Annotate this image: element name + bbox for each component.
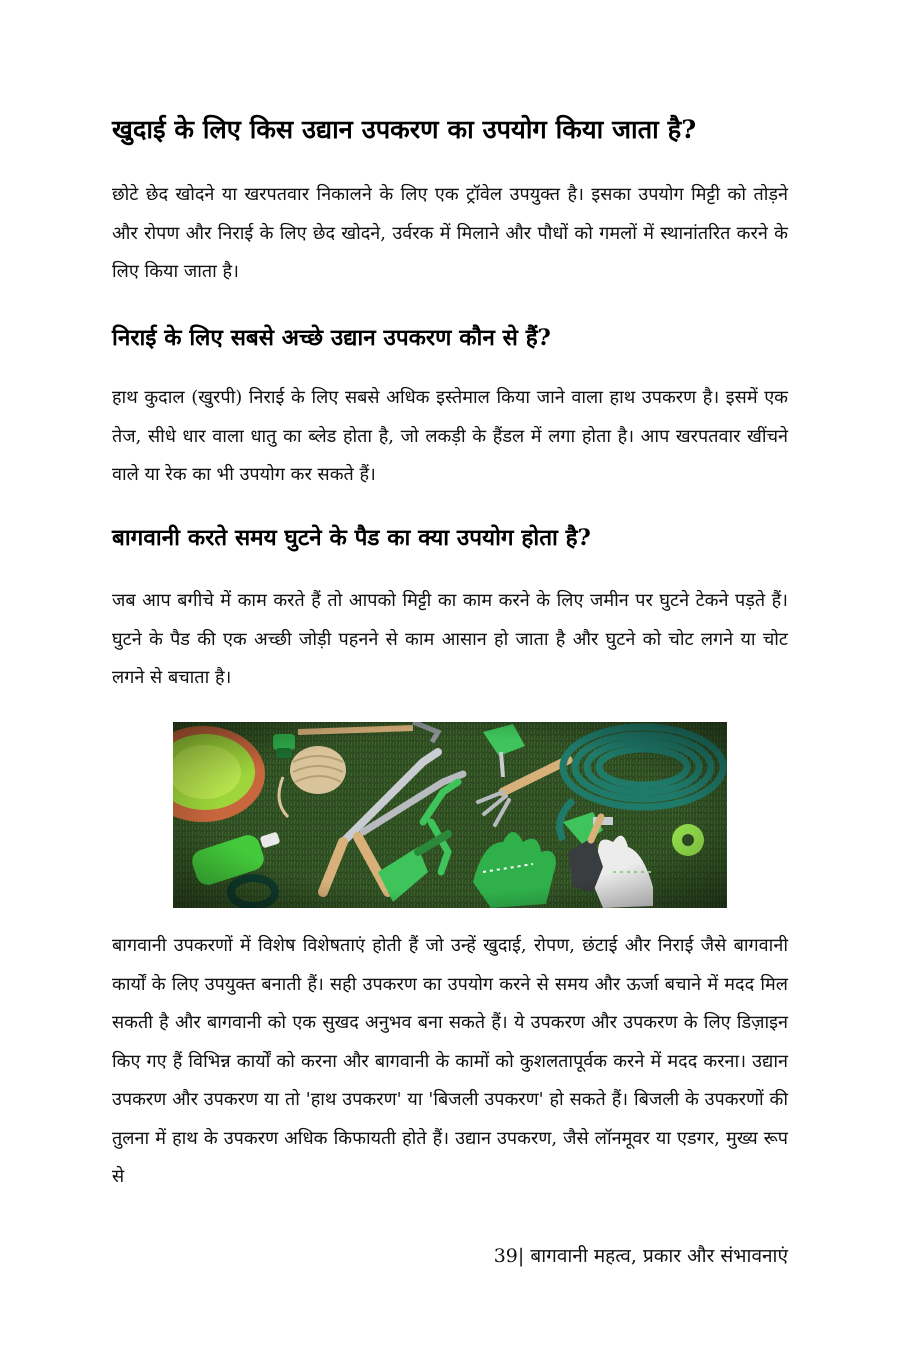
page-footer [494, 1238, 788, 1274]
footer-separator: | [517, 1245, 525, 1267]
paragraph-trowel: छोटे छेद खोदने या खरपतवार निकालने के लिए एक ट्रॉवेल उपयुक्त है। इसका उपयोग मिट्टी को तोड़ने और रोपण और निराई के लिए छेद खोदने, उर्वरक में मिलाने और पौधों को गमलों में स्थानांतरित करने के लिए किया जाता है। [112, 184, 788, 282]
paragraph-hand-hoe: हाथ कुदाल (खुरपी) निराई के लिए सबसे अधिक इस्तेमाल किया जाने वाला हाथ उपकरण है। इसमें एक तेज, सीधे धार वाला धातु का ब्लेड होता है, जो लकड़ी के हैंडल में लगा होता है। आप खरपतवार खींचने वाले या रेक का भी उपयोग कर सकते हैं। [112, 387, 788, 485]
heading-digging-tool: खुदाई के लिए किस उद्यान उपकरण का उपयोग किया जाता है? [112, 115, 697, 145]
book-title: बागवानी महत्व, प्रकार और संभावनाएं [530, 1245, 788, 1267]
paragraph-knee-pads: जब आप बगीचे में काम करते हैं तो आपको मिट्टी का काम करने के लिए जमीन पर घुटने टेकने पड़ते हैं। घुटने के पैड की एक अच्छी जोड़ी पहनने से काम आसान हो जाता है और घुटने को चोट लगने या चोट लगने से बचाता है। [112, 590, 788, 688]
heading-weeding-tools: निराई के लिए सबसे अच्छे उद्यान उपकरण कौन से हैं? [112, 325, 551, 351]
heading-knee-pads: बागवानी करते समय घुटने के पैड का क्या उपयोग होता है? [112, 525, 591, 551]
paragraph-garden-tools: बागवानी उपकरणों में विशेष विशेषताएं होती हैं जो उन्हें खुदाई, रोपण, छंटाई और निराई जैसे बागवानी कार्यों के लिए उपयुक्त बनाती हैं। सही उपकरण का उपयोग करने से समय और ऊर्जा बचाने में मदद मिल सकती है और बागवानी को एक सुखद अनुभव बना सकते हैं। ये उपकरण और उपकरण के लिए डिज़ाइन किए गए हैं विभिन्न कार्यों को करना और बागवानी के कामों को कुशलतापूर्वक करने में मदद करना। उद्यान उपकरण और उपकरण या तो 'हाथ उपकरण' या 'बिजली उपकरण' हो सकते हैं। बिजली के उपकरणों की तुलना में हाथ के उपकरण अधिक किफायती होते हैं। उद्यान उपकरण, जैसे लॉनमूवर या एडगर, मुख्य रूप से [112, 935, 788, 1187]
page-number: 39 [493, 1245, 518, 1267]
garden-tools-photo [173, 722, 727, 908]
